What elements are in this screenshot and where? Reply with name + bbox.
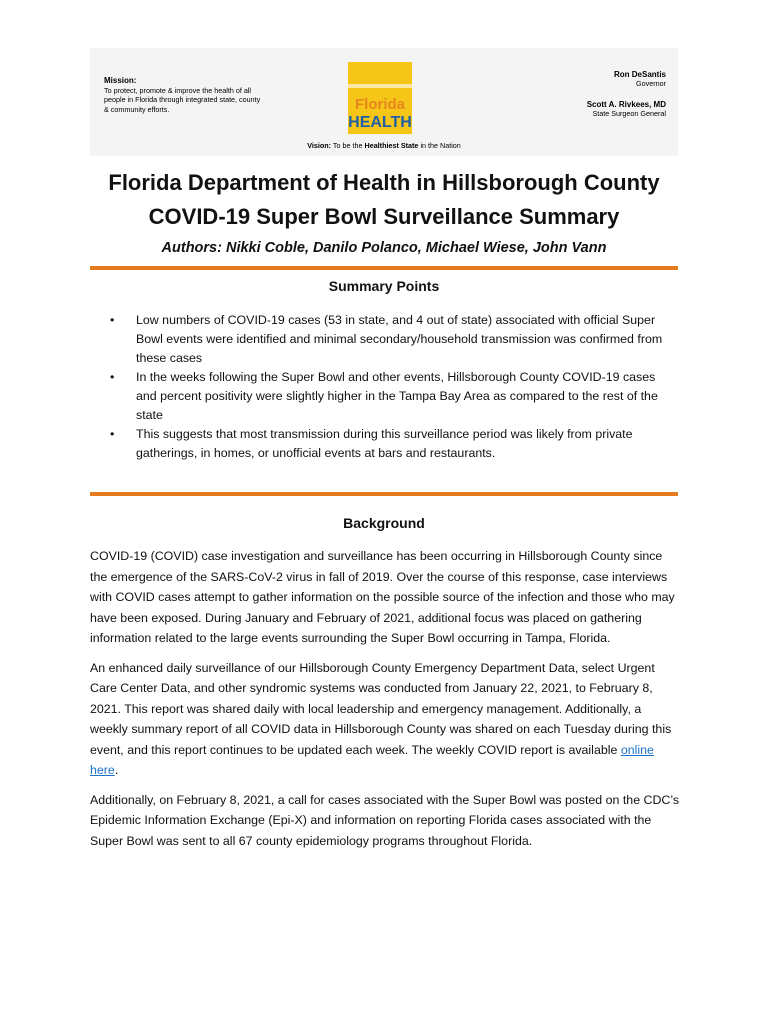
vision-post: in the Nation: [420, 141, 461, 150]
governor-title: Governor: [636, 79, 666, 88]
mission-text: To protect, promote & improve the health of all people in Florida through integrated state, county & community efforts.: [104, 86, 261, 114]
background-paragraph-1: COVID-19 (COVID) case investigation and surveillance has been occurring in Hillsborough County since the emergence of the SARS-CoV-2 virus in fall of 2019. Over the course of this response, case interviews with COVID cases attempt to gather information on the possible source of the infection and those who may have been exposed. During January and February of 2021, additional focus was placed on gathering information related to the large events surrounding the Super Bowl occurring in Tampa, Florida.: [90, 549, 675, 645]
online-here-link[interactable]: online here: [90, 742, 654, 777]
mission-title: Mission:: [104, 76, 137, 85]
summary-point-text: In the weeks following the Super Bowl and other events, Hillsborough County COVID-19 cases and percent positivity were slightly higher in the Tampa Bay Area as compared to the rest of the state: [136, 370, 658, 422]
vision-pre: To be the: [332, 141, 363, 150]
governor-name: Ron DeSantis: [613, 70, 666, 79]
summary-list: [108, 311, 678, 463]
background-body: [90, 546, 680, 860]
surgeon-general-title: State Surgeon General: [592, 109, 666, 118]
document-title-line2: COVID-19 Super Bowl Surveillance Summary: [148, 204, 620, 229]
background-paragraph-2: [90, 658, 680, 781]
background-heading: Background: [343, 515, 425, 531]
mission-statement: [104, 76, 264, 114]
list-item: [108, 311, 678, 368]
divider-middle: [90, 492, 678, 496]
summary-point-text: This suggests that most transmission during this surveillance period was likely from private gatherings, in homes, or unofficial events at bars and restaurants.: [136, 427, 633, 460]
vision-statement: [90, 141, 678, 150]
paragraph-2-end: .: [114, 763, 119, 777]
logo-text-florida: Florida: [354, 96, 406, 113]
surgeon-general-name: Scott A. Rivkees, MD: [586, 100, 666, 109]
list-item: [108, 425, 678, 463]
divider-top: [90, 266, 678, 270]
list-item: [108, 368, 678, 425]
vision-label: Vision:: [307, 141, 332, 150]
bullet-dot: •: [110, 313, 115, 327]
summary-heading: Summary Points: [328, 278, 440, 294]
background-paragraph-3: Additionally, on February 8, 2021, a call for cases associated with the Super Bowl was posted on the CDC’s Epidemic Information Exchange (Epi-X) and information on reporting Florida cases associated with the Super Bowl was sent to all 67 county epidemiology programs throughout Florida.: [90, 792, 680, 848]
officials: [486, 70, 666, 118]
florida-health-logo: [348, 62, 412, 134]
logo-text-health: HEALTH: [348, 114, 412, 131]
vision-bold: Healthiest State: [364, 141, 419, 150]
authors: Authors: Nikki Coble, Danilo Polanco, Michael Wiese, John Vann: [161, 240, 607, 256]
bullet-dot: •: [110, 427, 115, 441]
document-title-line1: Florida Department of Health in Hillsborough County: [108, 170, 660, 195]
summary-point-text: Low numbers of COVID-19 cases (53 in state, and 4 out of state) associated with official Super Bowl events were identified and minimal secondary/household transmission was confirmed from these cases: [136, 313, 663, 365]
bullet-dot: •: [110, 370, 115, 384]
title-block: [90, 166, 678, 260]
letterhead: [90, 48, 678, 156]
paragraph-2-text: An enhanced daily surveillance of our Hillsborough County Emergency Department Data, select Urgent Care Center Data, and other syndromic systems was conducted from January 22, 2021, to February 8, 2021. This report was shared daily with local leadership and emergency management. Additionally, a weekly summary report of all COVID data in Hillsborough County was shared on each Tuesday during this event, and this report continues to be updated each week. The weekly COVID report is available: [90, 660, 672, 757]
